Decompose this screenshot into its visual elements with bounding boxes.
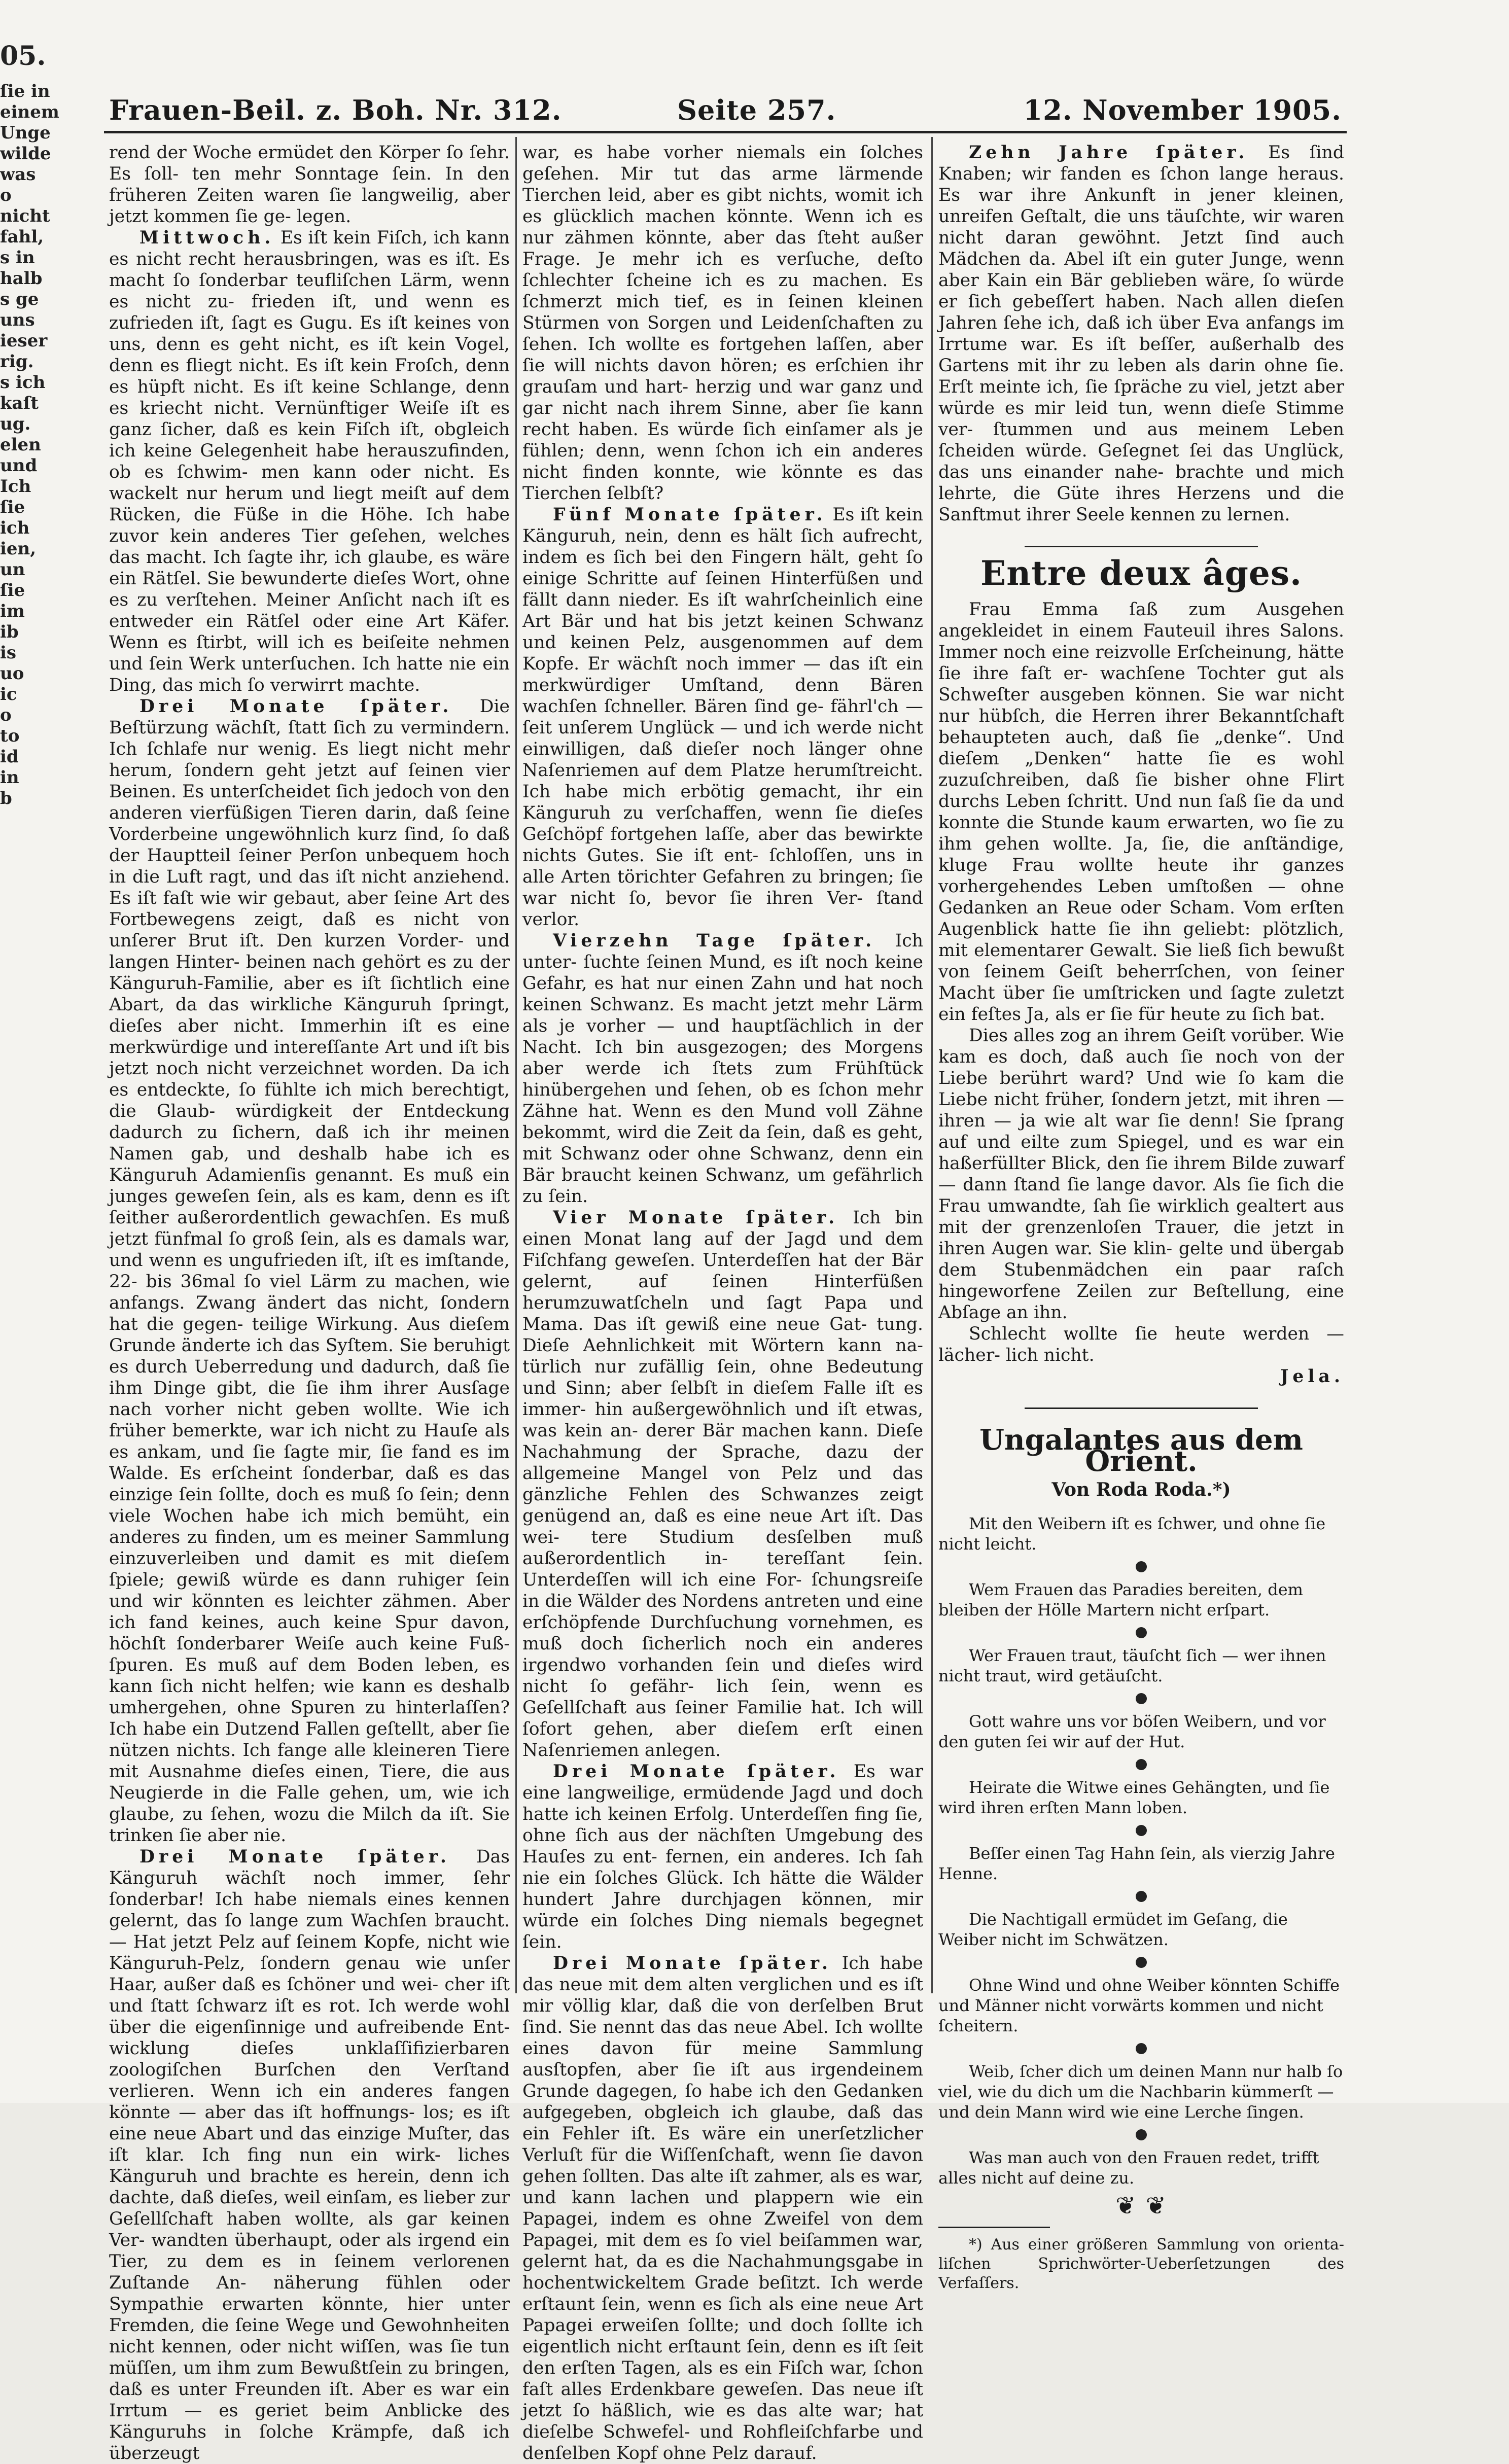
section-lead: Drei Monate ſpäter. bbox=[139, 696, 453, 717]
margin-fragment: ſie in bbox=[0, 81, 50, 101]
footnote-rule bbox=[938, 2227, 1050, 2228]
margin-fragment: to bbox=[0, 726, 20, 746]
proverb-separator-icon bbox=[1136, 2129, 1147, 2140]
article-title: Ungalantes aus dem Orient. bbox=[979, 1423, 1303, 1478]
margin-fragment: s ge bbox=[0, 289, 39, 309]
margin-fragment: ic bbox=[0, 684, 17, 705]
proverb: Die Nachtigall ermüdet im Geſang, die Weiber nicht im Schwätzen. bbox=[938, 1910, 1288, 1949]
paragraph bbox=[522, 1953, 923, 2464]
margin-fragment: id bbox=[0, 747, 19, 767]
margin-fragment: fahl, bbox=[0, 227, 44, 247]
paragraph: Dies alles zog an ihrem Geiſt vorüber. Wie kam es doch, daß auch ſie noch von der Liebe berührt ward? Und wie ſo kam die Liebe nicht früher, ſondern jetzt, mit ihren — ihren — ja wie alt war ſie denn! Sie ſprang auf und eilte zum Spiegel, und es war ein haßerfüllter Blick, den ſie ihrem Bilde zuwarf — dann ſtand ſie lange davor. Als ſie ſich die Frau umwandte, ſah ſie wirklich gealtert aus mit der grenzenloſen Trauer, die jetzt in ihren Augen war. Sie klin- gelte und übergab dem Stubenmädchen ein paar raſch hingeworfene Zeilen zur Beſtellung, eine Abſage an ihn. bbox=[938, 1026, 1344, 1323]
section-lead: Vier Monate ſpäter. bbox=[553, 1208, 839, 1228]
column-2 bbox=[522, 142, 924, 2463]
author-signature: Jela. bbox=[1280, 1366, 1344, 1387]
margin-fragment: b bbox=[0, 788, 12, 808]
paragraph bbox=[109, 696, 510, 1846]
column-1 bbox=[109, 142, 510, 2463]
margin-fragment: einem bbox=[0, 102, 59, 122]
header-rule bbox=[104, 131, 1347, 133]
proverb: Beſſer einen Tag Hahn ſein, als vierzig Jahre Henne. bbox=[938, 1844, 1335, 1883]
proverb-separator-icon bbox=[1136, 1957, 1147, 1968]
proverb: Was man auch von den Frauen redet, trifft alles nicht auf deine zu. bbox=[938, 2148, 1319, 2188]
margin-fragment: ſie bbox=[0, 497, 25, 517]
header-date: 12. November 1905. bbox=[1023, 94, 1342, 126]
paragraph-text: Ich unter- ſuchte ſeinen Mund, es iſt noch keine Gefahr, es hat nur einen Zahn und hat noch keinen Schwanz. Es macht jetzt mehr Lärm als je vorher — und hauptſächlich in der Nacht. Ich bin ausgezogen; des Morgens aber werde ich ſtets zum Frühſtück hinübergehen und ſehen, ob es ſchon mehr Zähne hat. Wenn es den Mund voll Zähne bekommt, wird die Zeit da ſein, daß es geht, mit Schwanz oder ohne Schwanz, denn ein Bär braucht keinen Schwanz, um gefährlich zu ſein. bbox=[522, 931, 924, 1207]
footnote: *) Aus einer größeren Sammlung von orienta- liſchen Sprichwörter-Ueberſetzungen des Verfaſſers. bbox=[938, 2236, 1344, 2292]
margin-fragment: und bbox=[0, 455, 38, 476]
paragraph: Frau Emma ſaß zum Ausgehen angekleidet in einem Fauteuil ihres Salons. Immer noch eine reizvolle Erſcheinung, hätte ſie ihre faſt er- wachſene Tochter gut als Schweſter ausgeben können. Sie war nicht nur hübſch, die Herren ihrer Bekanntſchaft behaupteten auch, daß ſie „denke“. Und dieſem „Denken“ hatte ſie es wohl zuzuſchreiben, daß ſie bisher ohne Flirt durchs Leben ſchritt. Und nun ſaß ſie da und konnte die Stunde kaum erwarten, wo ſie zu ihm gehen wollte. Ja, ſie, die anſtändige, kluge Frau wollte heute ihr ganzes vorhergehendes Leben umſtoßen — ohne Gedanken an Reue oder Scham. Vom erſten Augenblick hatte ſie ihn geliebt: plötzlich, mit elementarer Gewalt. Sie ließ ſich bewußt von ſeinem Geiſt beherrſchen, von ſeiner Macht über ſie umſtricken und ſagte zuletzt ein feſtes Ja, als er ſie für heute zu ſich bat. bbox=[938, 600, 1344, 1025]
margin-fragment: ſie bbox=[0, 580, 25, 601]
margin-fragment: un bbox=[0, 559, 25, 580]
margin-fragment: o bbox=[0, 705, 12, 725]
header-publication: Frauen-Beil. z. Boh. Nr. 312. bbox=[109, 94, 562, 126]
paragraph bbox=[938, 142, 1344, 525]
paragraph-text: Das Känguruh wächſt noch immer, ſehr ſonderbar! Ich habe niemals eines kennen gelernt, das ſo lange zum Wachſen braucht. — Hat jetzt Pelz auf ſeinem Kopfe, nicht wie Känguruh-Pelz, ſondern genau wie unſer Haar, außer daß es ſchöner und wei- cher iſt und ſtatt ſchwarz iſt es rot. Ich werde wohl über die eigenſinnige und aufreibende Ent- wicklung dieſes unklaſſifizierbaren zoologiſchen Burſchen den Verſtand verlieren. Wenn ich ein anderes fangen könnte — aber das iſt hoffnungs- los; es iſt eine neue Abart und das einzige Muſter, das iſt klar. Ich fing nun ein wirk- liches Känguruh und brachte es herein, denn ich dachte, daß dieſes, weil einſam, es lieber zur Geſellſchaft haben wollte, als gar keinen Ver- wandten überhaupt, oder als irgend ein Tier, zu dem es in ſeinem verlorenen Zuſtande An- näherung fühlen oder Sympathie erwarten könnte, hier unter Fremden, die ſeine Wege und Gewohnheiten nicht kennen, oder nicht wiſſen, was ſie tun müſſen, um ihm zum Bewußtſein zu bringen, daß es unter Freunden iſt. Aber es war ein Irrtum — es geriet beim Anblicke des Känguruhs in ſolche Krämpfe, daß ich überzeugt bbox=[109, 1847, 510, 2463]
section-lead: Drei Monate ſpäter. bbox=[553, 1953, 832, 1974]
margin-fragment: wilde bbox=[0, 144, 51, 164]
paragraph-text: Es iſt kein Fiſch, ich kann es nicht recht herausbringen, was es iſt. Es macht ſo ſonderbar teufliſchen Lärm, wenn es nicht zu- frieden iſt, und wenn es zufrieden iſt, ſagt es Gugu. Es iſt keines von uns, denn es geht nicht, es iſt kein Vogel, denn es fliegt nicht. Es iſt kein Froſch, denn es hüpft nicht. Es iſt keine Schlange, denn es kriecht nicht. Vernünftiger Weiſe iſt es ganz ſicher, daß es kein Fiſch iſt, obgleich ich keine Gelegenheit habe herauszufinden, ob es ſchwim- men kann oder nicht. Es wackelt nur herum und liegt meiſt auf dem Rücken, die Füße in die Höhe. Ich habe zuvor kein anderes Tier geſehen, welches das macht. Ich ſagte ihr, ich glaube, es wäre ein Rätſel. Sie bewunderte dieſes Wort, ohne es zu verſtehen. Meiner Anſicht nach iſt es entweder ein Rätſel oder eine Art Käfer. Wenn es ſtirbt, will ich es beiſeite nehmen und ſein Werk unterſuchen. Ich hatte nie ein Ding, das mich ſo verwirrt machte. bbox=[109, 228, 510, 695]
proverb-separator-icon bbox=[1136, 1561, 1147, 1572]
paragraph-text: Ich habe das neue mit dem alten verglichen und es iſt mir völlig klar, daß die von derſelben Brut ſind. Sie nennt das das neue Abel. Ich wollte eines davon für meine Sammlung ausſtopfen, aber ſie iſt aus irgendeinem Grunde dagegen, ſo habe ich den Gedanken aufgegeben, obgleich ich glaube, daß das ein Fehler iſt. Es wäre ein unerſetzlicher Verluſt für die Wiſſenſchaft, wenn ſie davon gehen ſollten. Das alte iſt zahmer, als es war, und kann lachen und plappern wie ein Papagei, indem es ohne Zweifel von dem Papagei, mit dem es ſo viel beiſammen war, gelernt hat, da es die Nachahmungsgabe in hochentwickeltem Grade beſitzt. Ich werde erſtaunt ſein, wenn es ſich als eine neue Art Papagei erweiſen ſollte; und doch ſollte ich eigentlich nicht erſtaunt ſein, denn es iſt ſeit den erſten Tagen, als es ein Fiſch war, ſchon faſt alles Erdenkbare geweſen. Das neue iſt jetzt ſo häßlich, wie es das alte war; hat dieſelbe Schwefel- und Rohfleiſchfarbe und denſelben Kopf ohne Pelz darauf. bbox=[522, 1953, 923, 2463]
proverb-separator-icon bbox=[1136, 1891, 1147, 1902]
paragraph bbox=[522, 1761, 923, 1953]
margin-fragment: ug. bbox=[0, 414, 31, 434]
margin-fragment: uo bbox=[0, 663, 24, 684]
left-margin-fragments bbox=[0, 41, 59, 1958]
proverb: Heirate die Witwe eines Gehängten, und ſie wird ihren erſten Mann loben. bbox=[938, 1778, 1330, 1817]
margin-fragment: Unge bbox=[0, 123, 51, 143]
proverb: Weib, ſcher dich um deinen Mann nur halb ſo viel, wie du dich um die Nachbarin kümmerſt — und dein Mann wird wie eine Lerche ſingen. bbox=[938, 2062, 1343, 2122]
column-divider bbox=[931, 137, 933, 1993]
proverb: Gott wahre uns vor böſen Weibern, und vor den guten ſei wir auf der Hut. bbox=[938, 1712, 1326, 1751]
section-lead: Vierzehn Tage ſpäter. bbox=[553, 931, 876, 951]
section-separator bbox=[1025, 546, 1258, 547]
previous-page-number: 05. bbox=[0, 41, 46, 72]
margin-fragment: nicht bbox=[0, 206, 50, 226]
paragraph bbox=[522, 504, 923, 930]
paragraph bbox=[522, 930, 923, 1207]
proverb: Mit den Weibern iſt es ſchwer, und ohne ſie nicht leicht. bbox=[938, 1514, 1326, 1554]
paragraph-text: Die Beſtürzung wächſt, ſtatt ſich zu vermindern. Ich ſchlafe nur wenig. Es liegt nicht mehr herum, ſondern geht jetzt auf ſeinen vier Beinen. Es unterſcheidet ſich jedoch von den anderen vierfüßigen Tieren darin, daß ſeine Vorderbeine ungewöhnlich kurz ſind, ſo daß der Hauptteil ſeiner Perſon unbequem hoch in die Luft ragt, und das iſt nicht anziehend. Es iſt faſt wie wir gebaut, aber ſeine Art des Fortbewegens zeigt, daß es nicht von unſerer Brut iſt. Den kurzen Vorder- und langen Hinter- beinen nach gehört es zu der Känguruh-Familie, aber es iſt ſichtlich eine Abart, da das wirkliche Känguruh ſpringt, dieſes aber nicht. Immerhin iſt es eine merkwürdige und intereſſante Art und iſt bis jetzt noch nicht verzeichnet worden. Da ich es entdeckte, ſo fühlte ich mich berechtigt, die Glaub- würdigkeit der Entdeckung dadurch zu ſichern, daß ich ihr meinen Namen gab, und deshalb habe ich es Känguruh Adamienſis genannt. Es muß ein junges geweſen ſein, als es kam, denn es iſt ſeither außerordentlich gewachſen. Es muß jetzt fünfmal ſo groß ſein, als es damals war, und wenn es ungufrieden iſt, iſt es imſtande, 22- bis 36mal ſo viel Lärm zu machen, wie anfangs. Zwang ändert das nicht, ſondern hat die gegen- teilige Wirkung. Aus dieſem Grunde änderte ich das Syſtem. Sie beruhigt es durch Ueberredung und dadurch, daß ſie ihm Dinge gibt, die ſie ihm ihrer Ausſage nach vorher nicht geben wollte. Wie ich früher bemerkte, war ich nicht zu Hauſe als es ankam, und ſie ſagte mir, ſie fand es im Walde. Es erſcheint ſonderbar, daß es das einzige ſein ſollte, doch es muß ſo ſein; denn viele Wochen habe ich mich bemüht, ein anderes zu finden, um es meiner Sammlung einzuverleiben und damit es mit dieſem ſpiele; gewiß würde es dann ruhiger ſein und wir könnten es leichter zähmen. Aber ich fand keines, auch keine Spur davon, höchſt ſonderbarer Weiſe auch keine Fuß- ſpuren. Es muß auf dem Boden leben, es kann ſich nicht helfen; wie kann es deshalb umhergehen, ohne Spuren zu hinterlaſſen? Ich habe ein Dutzend Fallen geſtellt, aber ſie nützen nichts. Ich fange alle kleineren Tiere mit Ausnahme dieſes einen, Tiere, die aus Neugierde in die Falle gehen, um, wie ich glaube, zu ſehen, wozu die Milch da iſt. Sie trinken ſie aber nie. bbox=[109, 696, 510, 1846]
margin-fragment: is bbox=[0, 643, 17, 663]
margin-fragment: rig. bbox=[0, 351, 34, 372]
section-lead: Drei Monate ſpäter. bbox=[553, 1762, 840, 1782]
section-lead: Zehn Jahre ſpäter. bbox=[969, 143, 1249, 163]
ornament-icon: ❦ ❦ bbox=[1115, 2192, 1167, 2220]
proverb-list bbox=[938, 1513, 1344, 2188]
paragraph: rend der Woche ermüdet den Körper ſo ſehr. Es ſoll- ten mehr Sonntage ſein. In den früheren Zeiten waren ſie langweilig, aber jetzt kommen ſie ge- legen. bbox=[109, 143, 510, 227]
proverb-separator-icon bbox=[1136, 2043, 1147, 2054]
paragraph bbox=[109, 1846, 510, 2464]
margin-fragment: s ich bbox=[0, 372, 46, 393]
margin-fragment: ich bbox=[0, 518, 30, 538]
paragraph: war, es habe vorher niemals ein ſolches geſehen. Mir tut das arme lärmende Tierchen leid, aber es gibt nichts, womit ich es glücklich machen könnte. Wenn ich es nur zähmen könnte, aber das ſteht außer Frage. Je mehr ich es verſuche, deſto ſchlechter ſcheine ich es zu machen. Es ſchmerzt mich tief, es in ſeinen kleinen Stürmen von Sorgen und Leidenſchaften zu ſehen. Ich wollte es fortgehen laſſen, aber ſie will nichts davon hören; es erſchien ihr grauſam und hart- herzig und war ganz und gar nicht nach ihrem Sinne, aber ſie kann recht haben. Es würde ſich einſamer als je fühlen; denn, wenn ſchon ich ein anderes nicht finden konnte, wie könnte es das Tierchen ſelbſt? bbox=[522, 143, 923, 504]
proverb-separator-icon bbox=[1136, 1693, 1147, 1704]
margin-fragment-list bbox=[0, 81, 59, 809]
margin-fragment: ieser bbox=[0, 331, 48, 351]
margin-fragment: ien, bbox=[0, 539, 37, 559]
column-3 bbox=[938, 142, 1344, 2292]
margin-fragment: elen bbox=[0, 435, 41, 455]
proverb: Wem Frauen das Paradies bereiten, dem bleiben der Hölle Martern nicht erſpart. bbox=[938, 1580, 1303, 1620]
paragraph bbox=[109, 227, 510, 696]
section-lead: Mittwoch. bbox=[139, 228, 275, 248]
margin-fragment: uns bbox=[0, 310, 35, 330]
paragraph bbox=[522, 1207, 923, 1761]
paragraph-text: Es ſind Knaben; wir fanden es ſchon lange heraus. Es war ihre Ankunft in jener kleinen, unreifen Geſtalt, die uns täuſchte, wir waren nicht daran gewöhnt. Jetzt ſind auch Mädchen da. Abel iſt ein guter Junge, wenn aber Kain ein Bär geblieben wäre, ſo würde er ſich gebeſſert haben. Nach allen dieſen Jahren ſehe ich, daß ich über Eva anfangs im Irrtume war. Es iſt beſſer, außerhalb des Gartens mit ihr zu leben als darin ohne ſie. Erſt meinte ich, ſie ſpräche zu viel, jetzt aber würde es mir leid tun, wenn dieſe Stimme ver- ſtummen und aus meinem Leben ſcheiden würde. Geſegnet ſei das Unglück, das uns einander nahe- brachte und mich lehrte, die Güte ihres Herzens und die Sanftmut ihrer Seele kennen zu lernen. bbox=[938, 143, 1344, 525]
margin-fragment: Ich bbox=[0, 476, 31, 497]
article-title: Entre deux âges. bbox=[980, 553, 1302, 593]
margin-fragment: ib bbox=[0, 622, 19, 642]
margin-fragment: im bbox=[0, 601, 25, 621]
section-lead: Drei Monate ſpäter. bbox=[139, 1847, 450, 1867]
proverb: Ohne Wind und ohne Weiber könnten Schiffe und Männer nicht vorwärts kommen und nicht ſcheitern. bbox=[938, 1976, 1340, 2035]
margin-fragment: s in bbox=[0, 248, 35, 268]
margin-fragment: halb bbox=[0, 268, 43, 289]
proverb: Wer Frauen traut, täuſcht ſich — wer ihnen nicht traut, wird getäuſcht. bbox=[938, 1646, 1326, 1685]
margin-fragment: o bbox=[0, 185, 12, 205]
proverb-separator-icon bbox=[1136, 1759, 1147, 1770]
proverb-separator-icon bbox=[1136, 1627, 1147, 1638]
proverb-separator-icon bbox=[1136, 1825, 1147, 1836]
paragraph-text: Es war eine langweilige, ermüdende Jagd und doch hatte ich keinen Erfolg. Unterdeſſen fing ſie, ohne ſich aus der nächſten Umgebung des Hauſes zu ent- fernen, ein anderes. Ich ſah nie ein ſolches Glück. Ich hätte die Wälder hundert Jahre durchjagen können, mir würde ein ſolches Ding niemals begegnet ſein. bbox=[522, 1762, 923, 1952]
margin-fragment: in bbox=[0, 767, 19, 788]
article-byline: Von Roda Roda.*) bbox=[1051, 1479, 1231, 1500]
margin-fragment: kaſt bbox=[0, 393, 39, 413]
section-lead: Fünf Monate ſpäter. bbox=[553, 505, 827, 525]
paragraph: Schlecht wollte ſie heute werden — lächer- lich nicht. bbox=[938, 1324, 1344, 1365]
page-header bbox=[109, 94, 1342, 129]
paragraph-text: Ich bin einen Monat lang auf der Jagd und dem Fiſchfang geweſen. Unterdeſſen hat der Bär gelernt, auf ſeinen Hinterfüßen herumzuwatſcheln und ſagt Papa und Mama. Das iſt gewiß eine neue Gat- tung. Dieſe Aehnlichkeit mit Wörtern kann na- türlich nur zufällig ſein, ohne Bedeutung und Sinn; aber ſelbſt in dieſem Falle iſt es immer- hin außergewöhnlich und iſt etwas, was kein an- derer Bär machen kann. Dieſe Nachahmung der Sprache, dazu der allgemeine Mangel von Pelz und das gänzliche Fehlen des Schwanzes zeigt genügend an, daß es eine neue Art iſt. Das wei- tere Studium desſelben muß außerordentlich in- tereſſant ſein. Unterdeſſen will ich eine For- ſchungsreiſe in die Wälder des Nordens antreten und eine erſchöpfende Durchſuchung vornehmen, es muß doch ſicherlich noch ein anderes irgendwo vorhanden ſein und dieſes wird nicht ſo gefähr- lich ſein, wenn es Geſellſchaft aus ſeiner Familie hat. Ich will ſofort gehen, aber dieſem erſt einen Naſenriemen anlegen. bbox=[522, 1208, 924, 1761]
section-separator bbox=[1025, 1407, 1258, 1409]
column-divider bbox=[515, 137, 517, 1993]
paragraph-text: Es iſt kein Känguruh, nein, denn es hält ſich aufrecht, indem es ſich bei den Fingern hält, geht ſo einige Schritte auf ſeinen Hinterfüßen und fällt dann nieder. Es iſt wahrſcheinlich eine Art Bär und hat bis jetzt keinen Schwanz und keinen Pelz, ausgenommen auf dem Kopfe. Er wächſt noch immer — das iſt ein merkwürdiger Umſtand, denn Bären wachſen ſchneller. Bären ſind ge- fährl'ch — ſeit unſerem Unglück — und ich werde nicht einwilligen, daß dieſer noch länger ohne Naſenriemen auf dem Platze herumſtreicht. Ich habe mich erbötig gemacht, ihr ein Känguruh zu verſchaffen, wenn ſie dieſes Geſchöpf fortgehen laſſe, aber das bewirkte nichts Gutes. Sie iſt ent- ſchloſſen, uns in alle Arten törichter Gefahren zu bringen; ſie war nicht ſo, bevor ſie ihren Ver- ſtand verlor. bbox=[522, 505, 923, 930]
header-page-number: Seite 257. bbox=[677, 94, 836, 126]
margin-fragment: was bbox=[0, 164, 36, 185]
